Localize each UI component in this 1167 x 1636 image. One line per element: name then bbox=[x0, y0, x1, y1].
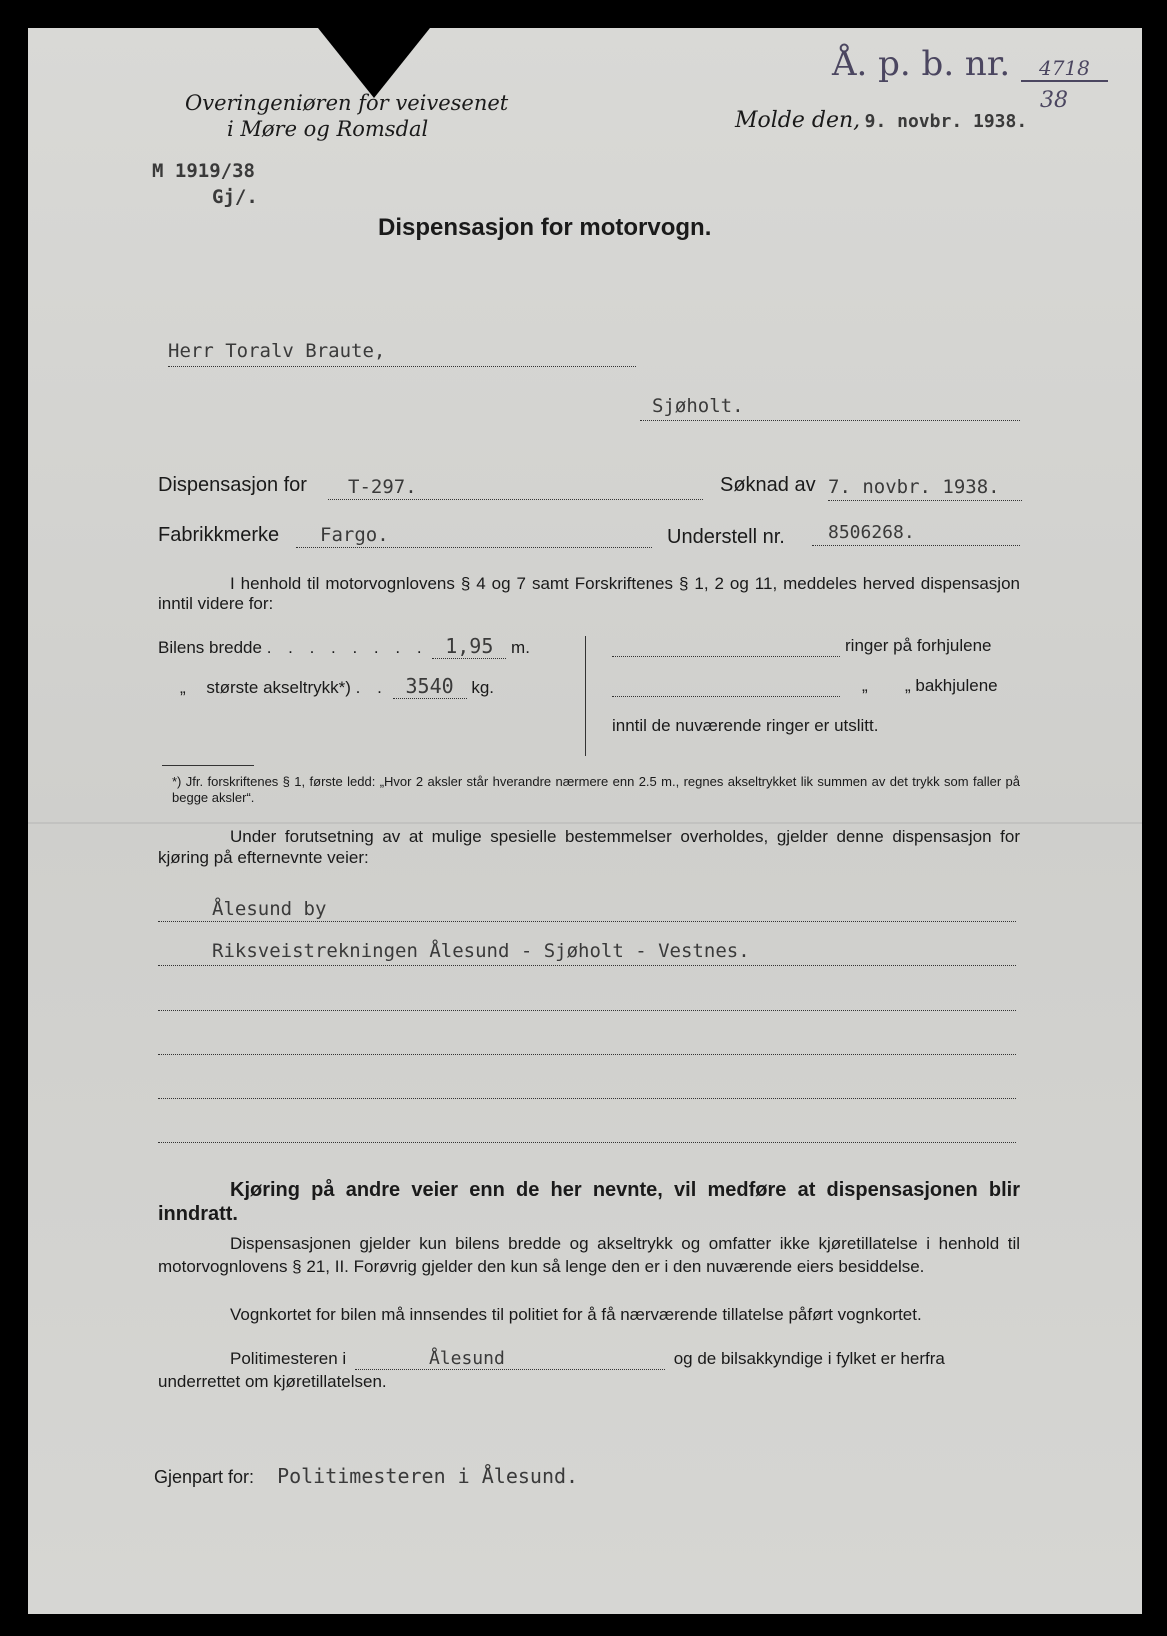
chassis-value: 8506268. bbox=[812, 522, 1020, 546]
footnote-rule bbox=[162, 765, 254, 766]
recipient-name: Herr Toralv Braute, bbox=[168, 340, 636, 367]
stamp-label: Å. p. b. nr. bbox=[832, 44, 1011, 84]
office-line-1: Overingeniøren for veivesenet bbox=[185, 91, 509, 115]
copy-label: Gjenpart for: bbox=[154, 1467, 255, 1487]
paragraph-registration: Vognkortet for bilen må innsendes til politiet for å få nærværende tillatelse påført vognkortet. bbox=[230, 1305, 922, 1324]
width-label: Bilens bredde bbox=[158, 638, 262, 657]
warning-text: Kjøring på andre veier enn de her nevnte, vil medføre at dispensasjonen blir inndratt. bbox=[158, 1179, 1020, 1225]
rear-tires-prefix: „ bbox=[862, 676, 868, 695]
recipient-place: Sjøholt. bbox=[640, 395, 1020, 421]
road-line-1: Ålesund by bbox=[158, 898, 1016, 922]
letterhead bbox=[185, 90, 545, 142]
place-date bbox=[735, 108, 1027, 133]
front-tires-blank bbox=[612, 646, 840, 657]
stamp-number: 4718 bbox=[1021, 56, 1108, 82]
footnote: *) Jfr. forskriftenes § 1, første ledd: „Hvor 2 aksler står hverandre nærmere enn 2.5 m., regnes akseltrykket lik summen av det trykk som faller på begge aksler“. bbox=[172, 774, 1020, 805]
application-value: 7. novbr. 1938. bbox=[828, 476, 1022, 501]
column-divider bbox=[585, 636, 586, 756]
copy-row bbox=[154, 1464, 578, 1488]
axle-label: største akseltrykk*) bbox=[206, 678, 351, 697]
copy-value: Politimesteren i Ålesund. bbox=[277, 1464, 579, 1488]
paragraph-scope: Dispensasjonen gjelder kun bilens bredde og akseltrykk og omfatter ikke kjøretillatelse i henhold til motorvognlovens § 21, II. Forøvrig gjelder den kun så lenge den er i den nuværende eiers besiddelse. bbox=[158, 1234, 1020, 1276]
intro-text: I henhold til motorvognlovens § 4 og 7 samt Forskriftenes § 1, 2 og 11, meddeles herved dispensasjon inntil videre for: bbox=[158, 574, 1020, 613]
width-value: 1,95 bbox=[432, 634, 506, 659]
rear-tires-blank bbox=[612, 686, 840, 697]
condition-text: Under forutsetning av at mulige spesielle bestemmelser overholdes, gjelder denne dispensasjon for kjøring på efternevnte veier: bbox=[158, 827, 1020, 867]
stamp-year: 38 bbox=[1040, 88, 1068, 113]
axle-row: „ største akseltrykk*) . . 3540 kg. bbox=[180, 674, 494, 698]
journal-stamp bbox=[832, 44, 1108, 84]
road-line-6 bbox=[158, 1118, 1016, 1143]
road-line-5 bbox=[158, 1074, 1016, 1099]
road-line-4 bbox=[158, 1030, 1016, 1055]
axle-prefix: „ bbox=[180, 678, 186, 697]
make-value: Fargo. bbox=[296, 524, 652, 548]
front-tires-label: ringer på forhjulene bbox=[845, 636, 992, 655]
axle-unit: kg. bbox=[471, 678, 494, 697]
police-suffix: og de bilsakkyndige i fylket er herfra bbox=[673, 1349, 945, 1368]
rear-tires-label: „ bakhjulene bbox=[905, 676, 998, 695]
police-place: Ålesund bbox=[355, 1348, 665, 1370]
axle-value: 3540 bbox=[393, 674, 467, 699]
date-typed: 9. novbr. 1938. bbox=[864, 111, 1028, 132]
width-row: Bilens bredde . . . . . . . . 1,95 m. bbox=[158, 634, 530, 658]
chassis-label: Understell nr. bbox=[667, 526, 785, 548]
make-label: Fabrikkmerke bbox=[158, 524, 280, 546]
until-worn-text: inntil de nuværende ringer er utslitt. bbox=[612, 716, 879, 735]
office-line-2: i Møre og Romsdal bbox=[227, 117, 429, 141]
police-prefix: Politimesteren i bbox=[230, 1349, 347, 1368]
reference-initials: Gj/. bbox=[212, 186, 258, 208]
road-line-2: Riksveistrekningen Ålesund - Sjøholt - Vestnes. bbox=[158, 940, 1016, 966]
place-date-prefix: Molde den, bbox=[735, 108, 861, 133]
road-line-3 bbox=[158, 986, 1016, 1011]
police-row bbox=[230, 1348, 945, 1370]
reference-block bbox=[152, 158, 258, 210]
dispensation-label: Dispensasjon for bbox=[158, 474, 307, 496]
police-line-2: underrettet om kjøretillatelsen. bbox=[158, 1372, 387, 1391]
dispensation-value: T-297. bbox=[328, 476, 703, 500]
fold-line bbox=[28, 822, 1142, 824]
width-unit: m. bbox=[511, 638, 530, 657]
reference-number: M 1919/38 bbox=[152, 160, 255, 182]
torn-corner bbox=[318, 28, 430, 98]
document-title: Dispensasjon for motorvogn. bbox=[378, 214, 712, 241]
application-label: Søknad av bbox=[720, 474, 816, 496]
